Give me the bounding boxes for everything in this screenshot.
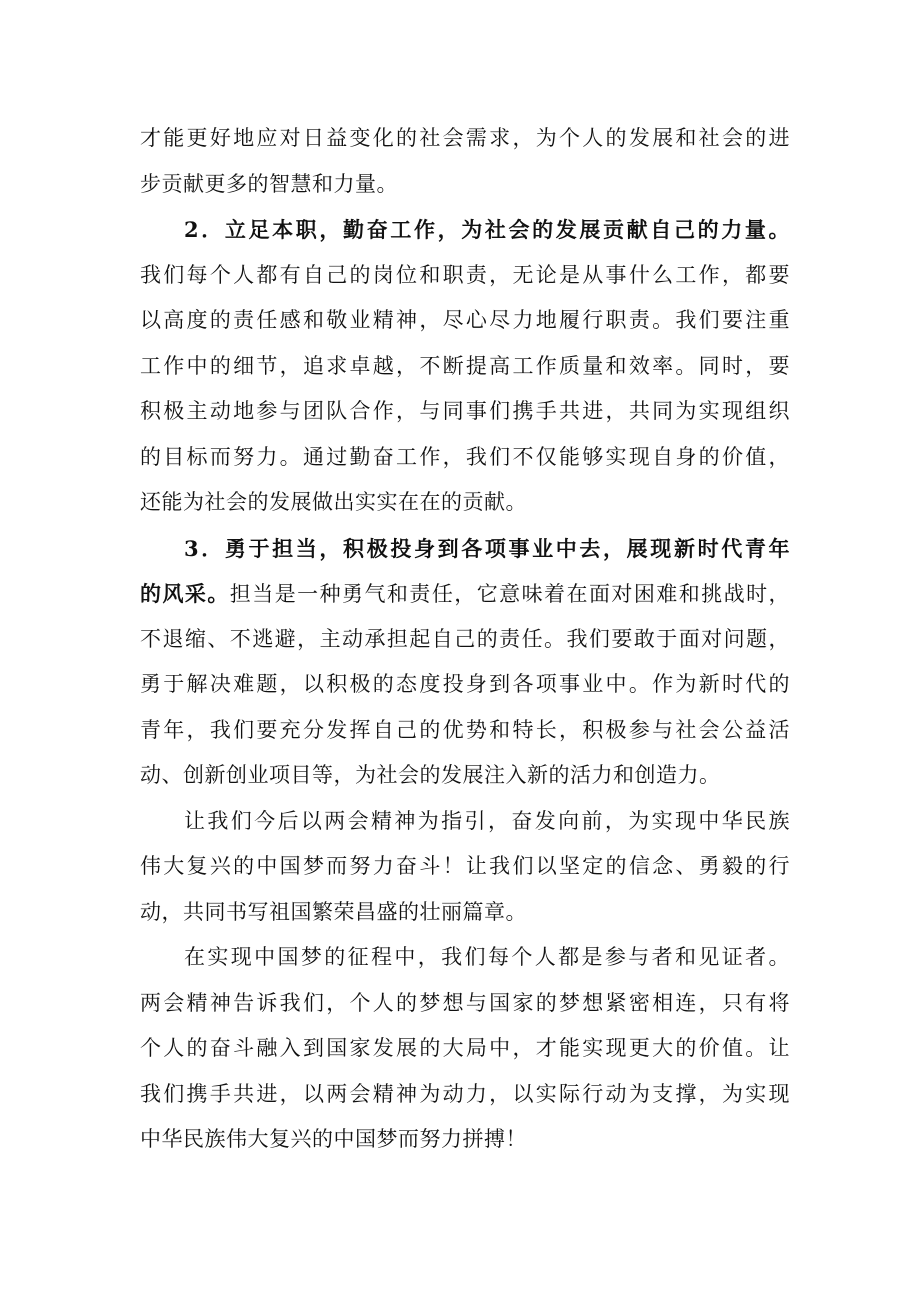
text-line: 的目标而努力。通过勤奋工作，我们不仅能够实现自身的价值， [140,444,790,469]
text-line: 中华民族伟大复兴的中国梦而努力拼搏！ [140,1127,527,1151]
text-line: 不退缩、不逃避，主动承担起自己的责任。我们要敢于面对问题， [140,626,790,651]
paragraph-continuation [140,116,790,207]
text-line: 动、创新创业项目等，为社会的发展注入新的活力和创造力。 [140,763,721,787]
text-line: 我们每个人都有自己的岗位和职责，无论是从事什么工作，都要 [140,262,790,287]
text-line [140,571,790,617]
text-line: 让我们今后以两会精神为指引，奋发向前，为实现中华民族 [184,808,790,833]
document-page [140,116,790,1163]
text-line: 我们携手共进，以两会精神为动力，以实际行动为支撑，为实现 [140,1081,790,1106]
text-line: 勇于解决难题，以积极的态度投身到各项事业中。作为新时代的 [140,672,790,696]
text-line: 步贡献更多的智慧和力量。 [140,171,398,196]
paragraph-closing [140,935,790,1163]
text-line: 在实现中国梦的征程中，我们每个人都是参与者和见证者。 [184,945,790,969]
paragraph-call-to-action [140,799,790,936]
text-line: 青年，我们要充分发挥自己的优势和特长，积极参与社会公益活 [140,717,790,742]
text-line: 个人的奋斗融入到国家发展的大局中，才能实现更大的价值。让 [140,1036,790,1060]
point-2-heading: 2．立足本职，勤奋工作，为社会的发展贡献自己的力量。 [184,217,790,242]
text-line: 积极主动地参与团队合作，与同事们携手共进，共同为实现组织 [140,399,790,423]
text-line: 伟大复兴的中国梦而努力奋斗！让我们以坚定的信念、勇毅的行 [140,854,790,878]
text-line: 工作中的细节，追求卓越，不断提高工作质量和效率。同时，要 [140,353,790,378]
point-3-body-start: 担当是一种勇气和责任，它意味着在面对困难和挑战时， [229,582,791,606]
point-3-heading: 3．勇于担当，积极投身到各项事业中去，展现新时代青年 [184,535,790,561]
point-3-heading-end: 的风采。 [140,581,230,606]
paragraph-point-3 [140,526,790,799]
text-line: 以高度的责任感和敬业精神，尽心尽力地履行职责。我们要注重 [140,308,790,332]
text-line: 两会精神告诉我们，个人的梦想与国家的梦想紧密相连，只有将 [140,990,790,1015]
text-line: 才能更好地应对日益变化的社会需求，为个人的发展和社会的进 [140,126,790,150]
paragraph-point-2 [140,207,790,526]
text-line: 动，共同书写祖国繁荣昌盛的壮丽篇章。 [140,899,527,924]
text-line: 还能为社会的发展做出实实在在的贡献。 [140,490,527,514]
